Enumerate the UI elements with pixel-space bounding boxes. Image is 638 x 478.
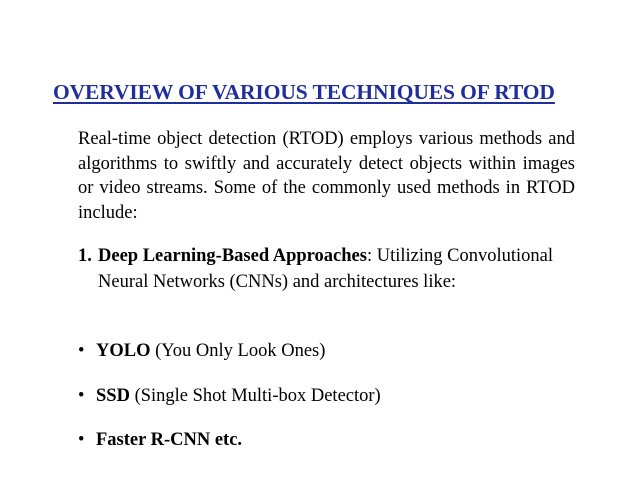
item-number: 1. (78, 246, 92, 266)
slide-title: OVERVIEW OF VARIOUS TECHNIQUES OF RTOD (53, 80, 555, 104)
numbered-item-deep-learning (78, 243, 568, 295)
bullet-term: YOLO (96, 341, 151, 361)
bullet-marker: • (78, 430, 85, 450)
bullet-term: Faster R-CNN etc. (96, 430, 243, 450)
item-heading: Deep Learning-Based Approaches (98, 246, 367, 266)
item-body (98, 243, 568, 295)
bullet-ssd (78, 384, 381, 408)
bullet-yolo (78, 339, 325, 363)
bullet-term: SSD (96, 386, 130, 406)
bullet-marker: • (78, 341, 85, 361)
bullet-text: (Single Shot Multi-box Detector) (129, 386, 381, 406)
bullet-marker: • (78, 386, 85, 406)
bullet-text: (You Only Look Ones) (150, 341, 326, 361)
intro-paragraph: Real-time object detection (RTOD) employs various methods and algorithms to swiftly and accurately detect objects within images or video streams. Some of the commonly used methods in RTOD include: (78, 129, 575, 223)
item-text: : Utilizing Convolutional Neural Networks (CNNs) and architectures like: (98, 246, 553, 292)
bullet-faster-rcnn (78, 428, 242, 452)
